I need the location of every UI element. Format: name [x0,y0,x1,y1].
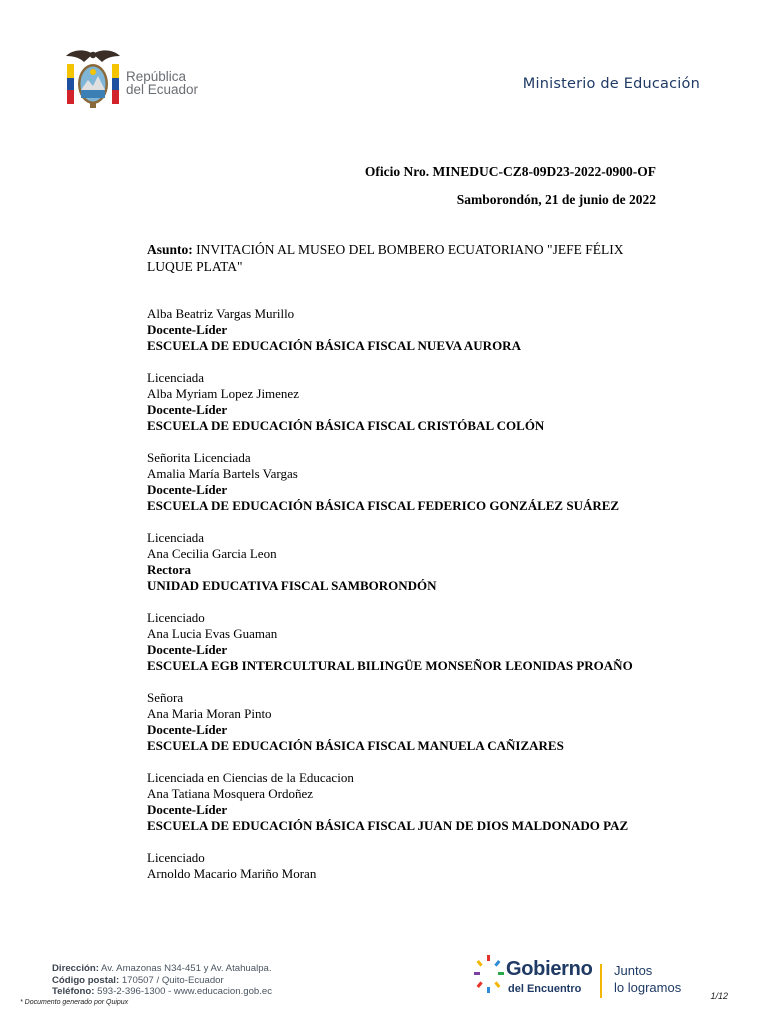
recipient-title: Licenciada [147,370,205,385]
footer-address [52,963,272,998]
recipient-school: ESCUELA DE EDUCACIÓN BÁSICA FISCAL CRISTÓBAL COLÓN [147,418,545,433]
republica-line: República [126,69,187,84]
recipient-school: ESCUELA EGB INTERCULTURAL BILINGÜE MONSEÑOR LEONIDAS PROAÑO [147,658,633,673]
phone-label: Teléfono: [52,986,95,997]
recipient-role: Rectora [147,562,192,577]
recipient-block [147,530,659,594]
recipient-title: Señorita Licenciada [147,450,251,465]
recipient-school: ESCUELA DE EDUCACIÓN BÁSICA FISCAL NUEVA AURORA [147,338,521,353]
page-number: 1/12 [710,991,728,1001]
letter-date: Samborondón, 21 de junio de 2022 [456,192,656,207]
recipient-block [147,770,659,834]
slogan [614,962,681,996]
letter-subject [147,241,662,275]
postal-text: 170507 / Quito-Ecuador [119,974,224,986]
recipient-block [147,610,659,674]
recipient-list [147,306,659,898]
postal-label: Código postal: [52,974,120,986]
del-ecuador-line: del Ecuador [126,82,199,97]
logo-divider [600,964,602,998]
recipient-role: Docente-Líder [147,402,228,417]
recipient-name: Alba Myriam Lopez Jimenez [147,386,299,401]
recipient-role: Docente-Líder [147,482,228,497]
address-label: Dirección: [52,963,99,974]
recipient-name: Ana Cecilia Garcia Leon [147,546,277,561]
gobierno-encuentro-logo [474,950,704,1002]
subject-text: INVITACIÓN AL MUSEO DEL BOMBERO ECUATORIANO "JEFE FÉLIX LUQUE PLATA" [147,242,624,274]
recipient-title: Licenciado [147,850,205,865]
recipient-school: ESCUELA DE EDUCACIÓN BÁSICA FISCAL FEDERICO GONZÁLEZ SUÁREZ [147,498,620,513]
republica-ecuador-wordmark [126,70,198,96]
recipient-title: Licenciada [147,530,205,545]
recipient-name: Arnoldo Macario Mariño Moran [147,866,317,881]
recipient-title: Señora [147,690,184,705]
quipux-note: * Documento generado por Quipux [20,999,129,1006]
recipient-block [147,850,659,882]
gobierno-sun-icon [474,954,504,994]
recipient-role: Docente-Líder [147,642,228,657]
recipient-block [147,450,659,514]
ecuador-coat-of-arms-icon [64,46,122,112]
subject-label: Asunto: [147,242,193,257]
recipient-name: Alba Beatriz Vargas Murillo [147,306,295,321]
ministry-name: Ministerio de Educación [522,76,700,92]
recipient-block [147,370,659,434]
del-encuentro-wordmark: del Encuentro [508,983,582,995]
recipient-school: ESCUELA DE EDUCACIÓN BÁSICA FISCAL JUAN DE DIOS MALDONADO PAZ [147,818,629,833]
slogan-line-1: Juntos [614,963,653,978]
address-text: Av. Amazonas N34-451 y Av. Atahualpa. [98,963,272,974]
gobierno-wordmark: Gobierno [506,958,593,980]
oficio-number: Oficio Nro. MINEDUC-CZ8-09D23-2022-0900-OF [364,164,656,179]
recipient-school: UNIDAD EDUCATIVA FISCAL SAMBORONDÓN [147,578,437,593]
recipient-name: Ana Tatiana Mosquera Ordoñez [147,786,313,801]
recipient-title: Licenciado [147,610,205,625]
recipient-role: Docente-Líder [147,802,228,817]
recipient-name: Amalia María Bartels Vargas [147,466,298,481]
recipient-name: Ana Lucia Evas Guaman [147,626,278,641]
recipient-school: ESCUELA DE EDUCACIÓN BÁSICA FISCAL MANUELA CAÑIZARES [147,738,564,753]
recipient-role: Docente-Líder [147,722,228,737]
recipient-title: Licenciada en Ciencias de la Educacion [147,770,354,785]
recipient-name: Ana Maria Moran Pinto [147,706,272,721]
phone-text: 593-2-396-1300 - www.educacion.gob.ec [94,986,273,997]
recipient-block [147,306,659,354]
recipient-role: Docente-Líder [147,322,228,337]
slogan-line-2: lo logramos [614,980,682,995]
letterhead [0,0,768,120]
recipient-block [147,690,659,754]
